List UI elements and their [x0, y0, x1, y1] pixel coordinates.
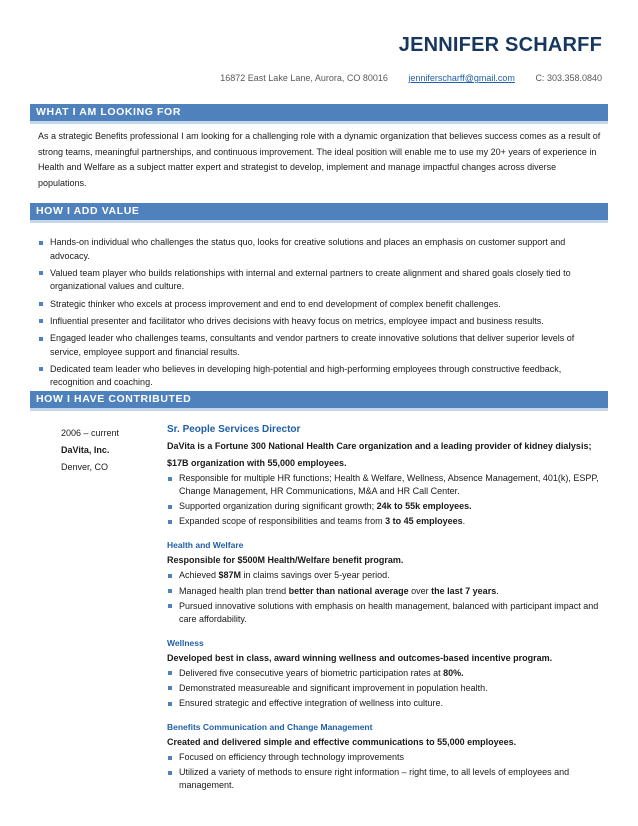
- bullet-text: Delivered five consecutive years of biometric participation rates at: [179, 667, 444, 678]
- email-link[interactable]: jenniferscharff@gmail.com: [408, 73, 515, 83]
- job-dates: 2006 – current: [61, 428, 120, 438]
- section-header-add-value: [30, 203, 608, 223]
- bullet-highlight: 80%.: [443, 667, 464, 678]
- subsection-bullets: [167, 751, 607, 792]
- bullet-text: Supported organization during significant growth;: [179, 501, 377, 512]
- bullet-text: .: [496, 585, 499, 596]
- bullet-text: Utilized a variety of methods to ensure right information – right time, to all levels of employees and management.: [179, 767, 570, 791]
- list-item: [167, 472, 607, 498]
- list-item: [167, 515, 607, 528]
- list-item: Dedicated team leader who believes in developing high-potential and high-performing employees through constructive feedback, recognition and coaching.: [38, 363, 604, 390]
- phone: C: 303.358.0840: [535, 73, 602, 83]
- company-description: DaVita is a Fortune 300 National Health Care organization and a leading provider of kidney dialysis; $17B organization with 55,000 employees.: [167, 441, 592, 468]
- subsection-lead: Created and delivered simple and effective communications to 55,000 employees.: [167, 737, 517, 748]
- bullet-text: Managed health plan trend: [179, 585, 289, 596]
- main-bullets: [167, 472, 607, 528]
- job-title: Sr. People Services Director: [167, 424, 301, 435]
- list-item: [167, 500, 607, 513]
- subsection-bullets: [167, 569, 607, 625]
- subsection-lead: Responsible for $500M Health/Welfare benefit program.: [167, 555, 404, 566]
- address: 16872 East Lake Lane, Aurora, CO 80016: [220, 73, 388, 83]
- list-item: [167, 585, 607, 598]
- section-title: HOW I HAVE CONTRIBUTED: [36, 393, 192, 405]
- subsection-heading: Health and Welfare: [167, 540, 244, 551]
- bullet-text: Responsible for multiple HR functions; Health & Welfare, Wellness, Absence Management, 401(k), ESPP, Change Management, HR Communications, M&A and HR Call Center.: [179, 473, 599, 496]
- job-meta: [61, 425, 119, 476]
- list-item: Hands-on individual who challenges the status quo, looks for creative solutions and places an emphasis on customer support and advocacy.: [38, 236, 604, 263]
- list-item: [167, 751, 607, 764]
- section-header-contributed: [30, 391, 608, 411]
- subsection-heading: Wellness: [167, 637, 204, 648]
- section-title: HOW I ADD VALUE: [36, 205, 140, 217]
- job-details: [167, 421, 607, 795]
- list-item: [167, 766, 607, 792]
- bullet-text: Expanded scope of responsibilities and teams from: [179, 516, 386, 527]
- bullet-text: over: [408, 585, 432, 596]
- list-item: Valued team player who builds relationships with internal and external partners to create alignment and shared goals closely tied to organizational values and culture.: [38, 267, 604, 294]
- bullet-text: Ensured strategic and effective integration of wellness into culture.: [179, 698, 443, 709]
- bullet-highlight: $87M: [218, 570, 242, 581]
- bullet-highlight: better than national average: [288, 585, 409, 596]
- list-item: Influential presenter and facilitator who drives decisions with heavy focus on metrics, employee impact and business results.: [38, 315, 604, 329]
- subsection-lead: Developed best in class, award winning wellness and outcomes-based incentive program.: [167, 652, 553, 663]
- list-item: [167, 667, 607, 680]
- subsection-heading: Benefits Communication and Change Management: [167, 722, 373, 733]
- job-location: Denver, CO: [61, 462, 109, 472]
- bullet-text: Demonstrated measureable and significant improvement in population health.: [179, 682, 488, 693]
- objective-paragraph: As a strategic Benefits professional I am looking for a challenging role with a dynamic organization that believes success comes as a result of strong teams, meaningful partnerships, and continuous improvement. The ideal position will enable me to use my 20+ years of experience in Health and Welfare as a subject matter expert and strategist to develop, implement and manage impactful changes across diverse populations.: [38, 131, 601, 188]
- bullet-text: Pursued innovative solutions with emphasis on health management, balanced with participant impact and care affordability.: [179, 600, 599, 624]
- list-item: [167, 600, 607, 626]
- list-item: Engaged leader who challenges teams, consultants and vendor partners to create innovative solutions that deliver superior levels of service, employee support and financial results.: [38, 332, 604, 359]
- bullet-text: .: [462, 516, 466, 527]
- bullet-text: in claims savings over 5-year period.: [241, 570, 390, 581]
- subsection-bullets: [167, 667, 607, 710]
- company-name: DaVita, Inc.: [61, 445, 110, 455]
- value-list: [38, 236, 604, 394]
- contact-line: [0, 73, 602, 83]
- bullet-text: Focused on efficiency through technology improvements: [179, 752, 404, 763]
- section-title: WHAT I AM LOOKING FOR: [36, 106, 181, 118]
- section-header-looking-for: [30, 104, 608, 124]
- list-item: [167, 682, 607, 695]
- bullet-text: Achieved: [179, 570, 219, 581]
- bullet-highlight: 24k to 55k employees.: [376, 501, 472, 512]
- resume-name: JENNIFER SCHARFF: [398, 34, 602, 56]
- list-item: [167, 569, 607, 582]
- bullet-highlight: 3 to 45 employees: [385, 516, 463, 527]
- list-item: Strategic thinker who excels at process improvement and end to end development of complex benefit challenges.: [38, 298, 604, 312]
- bullet-highlight: the last 7 years: [431, 585, 497, 596]
- list-item: [167, 697, 607, 710]
